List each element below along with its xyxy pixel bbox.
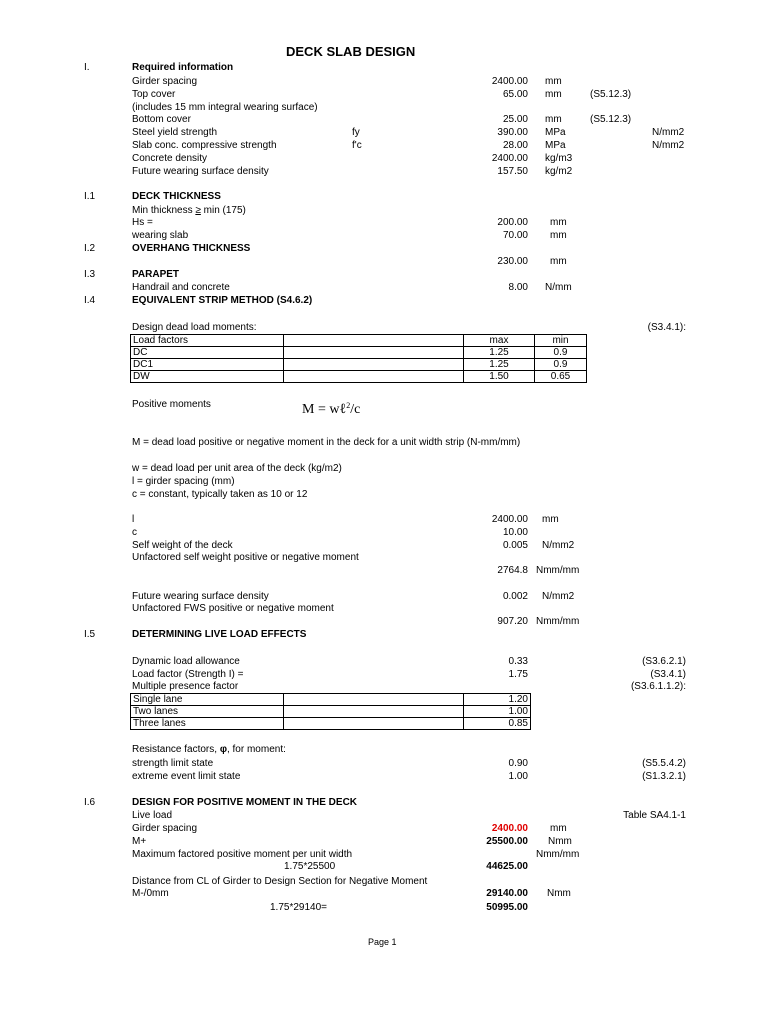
multiple-presence-table (130, 693, 531, 730)
row-value: 65.00 (502, 88, 528, 100)
fws-label: Future wearing surface density (132, 591, 269, 602)
section-number: I.5 (84, 629, 96, 640)
section-number: I.3 (84, 269, 96, 280)
resist-label: strength limit state (132, 758, 214, 769)
row-label: Steel yield strength (132, 127, 218, 139)
live-label: Multiple presence factor (132, 681, 239, 692)
parapet-label: Handrail and concrete (132, 282, 230, 293)
row-value: 157.50 (497, 165, 528, 177)
section-heading: OVERHANG THICKNESS (132, 243, 251, 254)
definition-l: l = girder spacing (mm) (132, 476, 235, 487)
section-heading: PARAPET (132, 269, 180, 280)
girder-spacing-unit: mm (550, 823, 567, 834)
overhang-unit: mm (550, 256, 567, 267)
table-row (131, 706, 531, 718)
wearing-slab-unit: mm (550, 230, 567, 241)
table-cell: 0.85 (464, 718, 531, 730)
parapet-value: 8.00 (508, 282, 528, 293)
calc-label: l (132, 514, 135, 525)
section-number: I.1 (84, 191, 96, 202)
table-cell: 0.9 (535, 347, 587, 359)
mplus-value: 25500.00 (486, 836, 528, 847)
resist-value: 1.00 (508, 770, 528, 782)
table-row (131, 718, 531, 730)
mplus-unit: Nmm (548, 836, 572, 847)
calc-label: Unfactored self weight positive or negative moment (132, 552, 359, 564)
hs-value: 200.00 (497, 217, 528, 228)
table-cell: Load factors (131, 335, 284, 347)
table-ref: Table SA4.1-1 (623, 810, 686, 821)
row-unit-alt: N/mm2 (652, 140, 685, 151)
sw-moment-unit: Nmm/mm (536, 565, 580, 576)
row-unit: mm (545, 88, 562, 100)
live-value: 1.75 (508, 668, 528, 680)
live-label: Dynamic load allowance (132, 656, 240, 667)
section-heading: DETERMINING LIVE LOAD EFFECTS (132, 629, 307, 640)
page-title: DECK SLAB DESIGN (286, 44, 416, 59)
table-cell: 1.25 (464, 347, 535, 359)
min-thickness-label: Min thickness ≥ min (175) (132, 205, 246, 216)
fws-unit: N/mm2 (542, 591, 575, 602)
row-unit: MPa (545, 127, 566, 139)
resist-label: extreme event limit state (132, 770, 241, 782)
wearing-slab-value: 70.00 (502, 230, 528, 241)
page-number: Page 1 (368, 937, 397, 947)
table-cell: 1.20 (464, 694, 531, 706)
table-row (131, 359, 587, 371)
live-ref: (S3.6.2.1) (642, 656, 686, 667)
table-cell (284, 359, 464, 371)
row-value: 28.00 (502, 140, 528, 151)
table-cell: DC1 (131, 359, 284, 371)
dead-load-ref: (S3.4.1): (647, 322, 686, 333)
definition-c: c = constant, typically taken as 10 or 12 (132, 489, 308, 500)
calc-value: 2400.00 (491, 514, 528, 525)
section-heading: EQUIVALENT STRIP METHOD (S4.6.2) (132, 295, 313, 306)
fws-moment-unit: Nmm/mm (536, 616, 580, 627)
hs-label: Hs = (132, 217, 153, 228)
table-cell: Two lanes (131, 706, 284, 718)
live-ref: (S3.4.1) (650, 668, 686, 680)
row-symbol: f'c (352, 140, 362, 151)
table-cell (284, 371, 464, 383)
calc-unit: N/mm2 (542, 539, 575, 551)
dead-load-label: Design dead load moments: (132, 322, 257, 333)
table-cell (284, 706, 464, 718)
table-row (131, 694, 531, 706)
m0-value: 29140.00 (486, 888, 528, 899)
fws-moment-value: 907.20 (497, 616, 528, 627)
live-load-label: Live load (132, 810, 173, 821)
resist-ref: (S5.5.4.2) (642, 758, 686, 769)
table-header-row (131, 335, 587, 347)
table-cell: 0.9 (535, 359, 587, 371)
m0-result: 50995.00 (486, 902, 528, 913)
calc-label: Self weight of the deck (132, 539, 233, 551)
row-unit: mm (545, 114, 562, 126)
max-positive-unit: Nmm/mm (536, 849, 580, 860)
table-cell: DC (131, 347, 284, 359)
row-symbol: fy (352, 127, 360, 139)
section-number: I.2 (84, 243, 96, 254)
load-factors-table (130, 334, 587, 383)
definition-m: M = dead load positive or negative moment in the deck for a unit width strip (N-mm/mm) (132, 437, 521, 448)
table-cell: DW (131, 371, 284, 383)
wearing-slab-label: wearing slab (132, 230, 189, 241)
max-positive-label: Maximum factored positive moment per unit width (132, 849, 353, 860)
table-row (131, 347, 587, 359)
table-cell: max (464, 335, 535, 347)
m0-unit: Nmm (547, 888, 571, 899)
row-unit: mm (545, 76, 562, 87)
fws-moment-label: Unfactored FWS positive or negative moment (132, 603, 334, 614)
m0-label: M-/0mm (132, 888, 169, 899)
live-ref: (S3.6.1.1.2): (630, 681, 686, 692)
live-label: Load factor (Strength I) = (132, 668, 244, 680)
table-cell (284, 347, 464, 359)
row-label: Girder spacing (132, 76, 198, 87)
row-value: 390.00 (497, 127, 528, 139)
table-cell: 0.65 (535, 371, 587, 383)
table-cell: Single lane (131, 694, 284, 706)
resistance-label: Resistance factors, φ, for moment: (132, 744, 286, 755)
row-label: Future wearing surface density (132, 165, 269, 177)
resist-ref: (S1.3.2.1) (642, 770, 686, 782)
girder-spacing-label: Girder spacing (132, 823, 198, 834)
row-label: (includes 15 mm integral wearing surface) (132, 101, 318, 113)
definition-w: w = dead load per unit area of the deck (kg/m2) (132, 463, 342, 474)
table-cell: min (535, 335, 587, 347)
table-cell: 1.00 (464, 706, 531, 718)
max-positive-value: 44625.00 (486, 861, 528, 872)
table-cell: 1.25 (464, 359, 535, 371)
overhang-value: 230.00 (497, 256, 528, 267)
section-number: I.6 (84, 797, 96, 808)
fws-value: 0.002 (502, 591, 528, 602)
calc-value: 10.00 (502, 526, 528, 538)
table-cell: Three lanes (131, 718, 284, 730)
row-unit: MPa (545, 140, 566, 151)
row-value: 2400.00 (491, 76, 528, 87)
calc-unit: mm (542, 514, 559, 525)
row-label: Concrete density (132, 152, 208, 164)
row-label: Bottom cover (132, 114, 191, 126)
mplus-label: M+ (132, 836, 147, 847)
table-cell: 1.50 (464, 371, 535, 383)
calc-value: 0.005 (502, 539, 528, 551)
hs-unit: mm (550, 217, 567, 228)
moment-formula: M = wℓ$^2$/c (302, 401, 361, 417)
row-unit-alt: N/mm2 (652, 127, 685, 139)
row-label: Top cover (132, 88, 176, 100)
resist-value: 0.90 (508, 758, 528, 769)
girder-spacing-value: 2400.00 (491, 823, 528, 834)
table-cell (284, 694, 464, 706)
row-unit: kg/m2 (545, 165, 573, 177)
live-value: 0.33 (508, 656, 528, 667)
section-number: I. (84, 62, 90, 73)
parapet-unit: N/mm (545, 282, 572, 293)
calc-label: c (132, 526, 137, 538)
table-cell (284, 335, 464, 347)
row-label: Slab conc. compressive strength (132, 140, 277, 151)
table-row (131, 371, 587, 383)
distance-label: Distance from CL of Girder to Design Section for Negative Moment (132, 876, 428, 887)
section-number: I.4 (84, 295, 96, 306)
table-cell (284, 718, 464, 730)
max-positive-expr: 1.75*25500 (284, 861, 336, 872)
row-ref: (S5.12.3) (590, 88, 632, 100)
row-unit: kg/m3 (545, 152, 573, 164)
sw-moment-value: 2764.8 (497, 565, 528, 576)
row-value: 2400.00 (491, 152, 528, 164)
m0-expr: 1.75*29140= (270, 902, 328, 913)
section-heading: Required information (132, 62, 234, 73)
row-value: 25.00 (502, 114, 528, 126)
section-heading: DECK THICKNESS (132, 191, 221, 202)
positive-moments-label: Positive moments (132, 399, 211, 410)
section-heading: DESIGN FOR POSITIVE MOMENT IN THE DECK (132, 797, 358, 808)
row-ref: (S5.12.3) (590, 114, 632, 126)
